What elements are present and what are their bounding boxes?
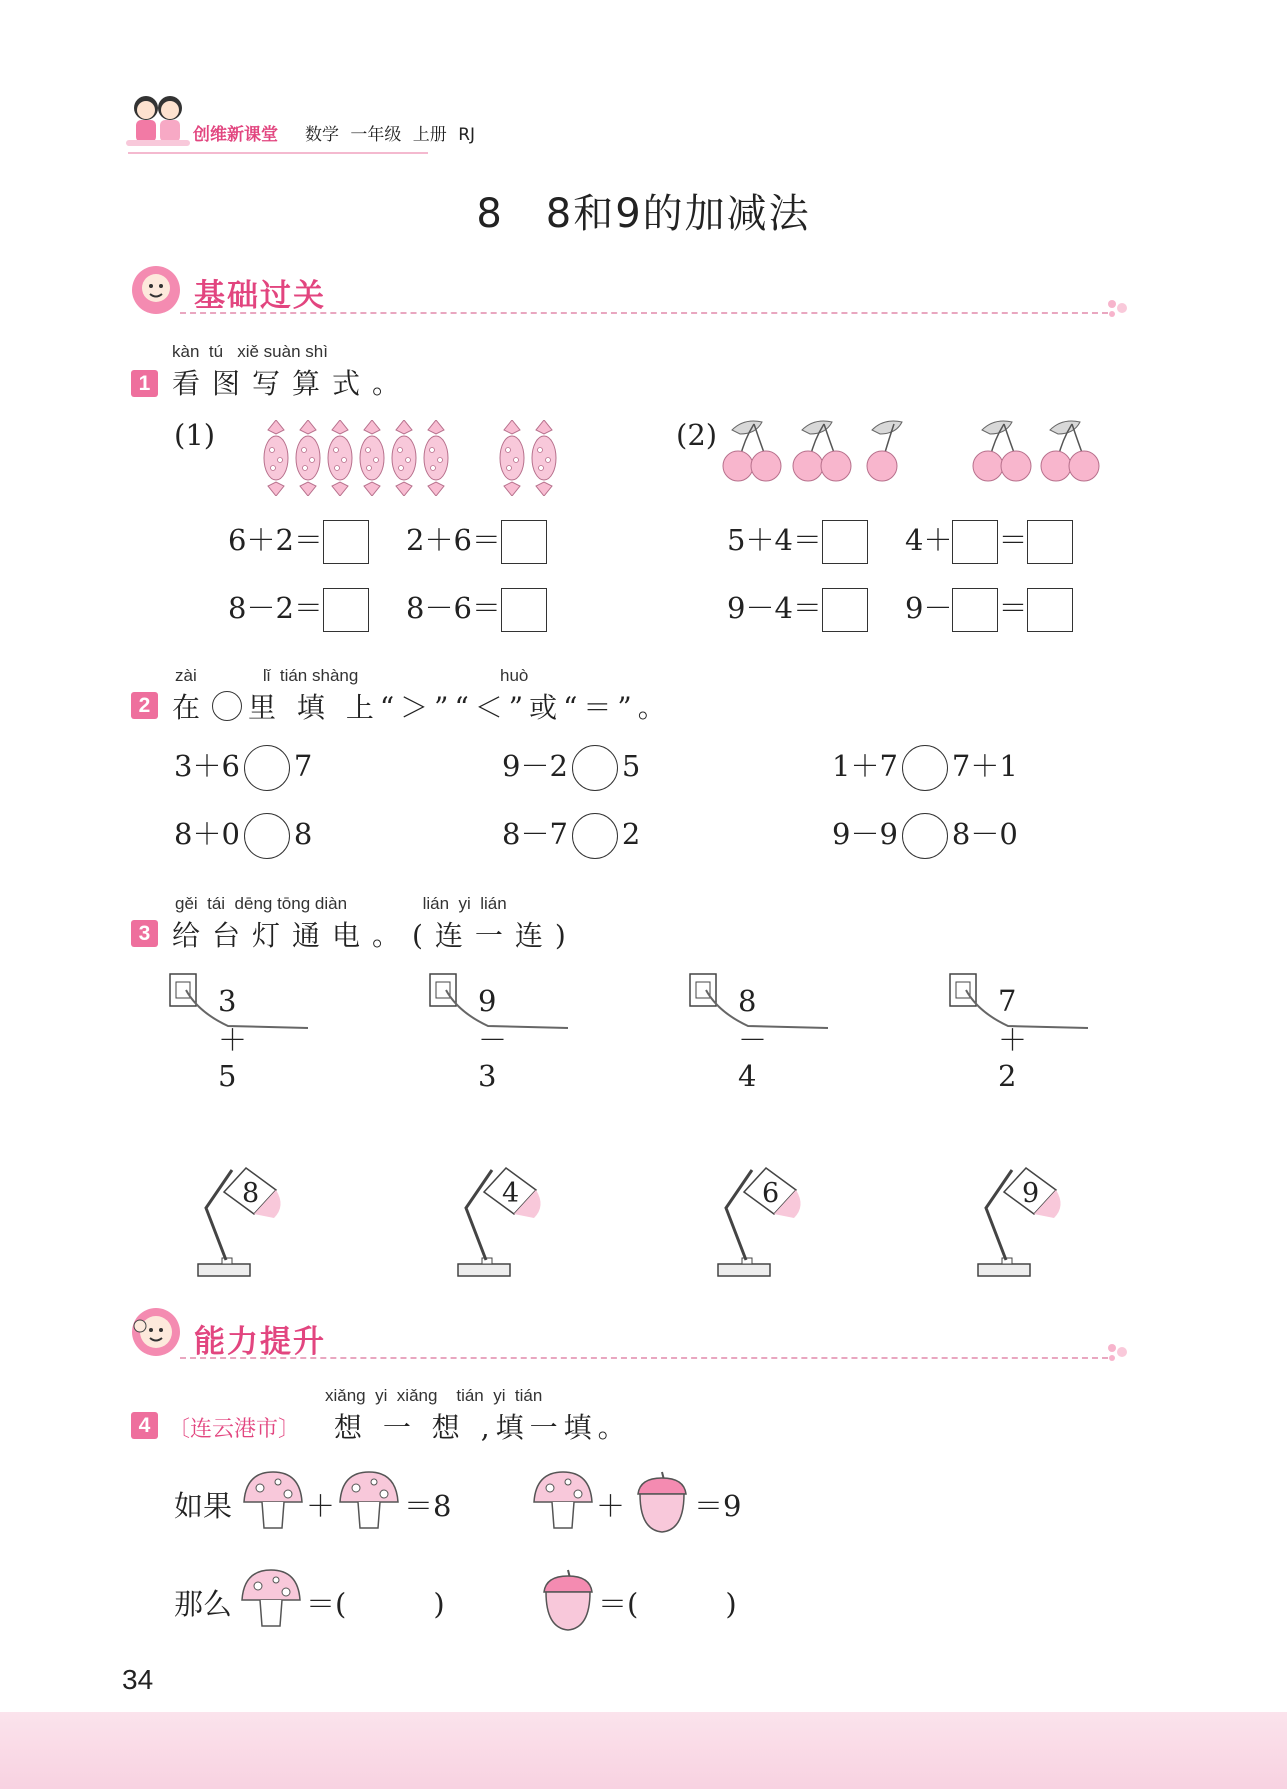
- plug-expression: 9－3: [478, 984, 508, 1093]
- q1-part1-row2-a: [228, 586, 369, 632]
- q4-source: 〔连云港市〕: [168, 1417, 301, 1442]
- mushroom-icon: [240, 1468, 306, 1534]
- lamp-item[interactable]: [716, 1166, 826, 1278]
- q1-question-text: 看图写算式。: [172, 367, 413, 400]
- dots-decoration-icon: [1106, 298, 1132, 318]
- lamp-number: 6: [762, 1178, 780, 1209]
- q1-part1-row1-a: [228, 518, 369, 564]
- q1-part2-row1-a: [727, 518, 868, 564]
- section-monkey-icon: [130, 1306, 184, 1358]
- q2-number-badge: 2: [131, 692, 158, 719]
- q3-pinyin: gěi tái dēng tōng diàn lián yi lián: [175, 894, 507, 913]
- q4-number-badge: 4: [131, 1412, 158, 1439]
- compare-item: [832, 812, 1018, 859]
- q2-text-post: 里 填 上“＞”“＜”或“＝”。: [248, 691, 672, 724]
- compare-left: 9－2: [502, 749, 568, 783]
- dots-decoration-icon: [1106, 1342, 1132, 1362]
- q2-text-pre: 在: [172, 691, 207, 724]
- lamp-item[interactable]: [196, 1166, 306, 1278]
- section-divider: [180, 312, 1108, 314]
- q3-number-badge: 3: [131, 920, 158, 947]
- equation-text: 9－: [905, 591, 953, 625]
- header-divider: [128, 152, 428, 154]
- q1-part1-row2-b: [406, 586, 547, 632]
- compare-right: 8: [293, 817, 313, 851]
- q2-pinyin: zài lǐ tián shàng huò: [175, 666, 529, 685]
- answer-box[interactable]: [323, 588, 369, 632]
- lamp-number: 9: [1022, 1178, 1040, 1209]
- compare-item: [832, 744, 1018, 791]
- compare-circle-input[interactable]: [902, 813, 948, 859]
- compare-right: 2: [621, 817, 641, 851]
- compare-item: [174, 812, 312, 859]
- kids-mascot-icon: [126, 90, 192, 152]
- q1-part2-row1-b: [905, 518, 1073, 564]
- equation-text: 4＋: [905, 523, 953, 557]
- page-number: 34: [122, 1664, 154, 1695]
- footer-band: [0, 1712, 1287, 1789]
- section-title-basic: 基础过关: [194, 278, 326, 314]
- compare-item: [502, 812, 640, 859]
- answer-box[interactable]: [1027, 588, 1073, 632]
- compare-left: 3＋6: [174, 749, 240, 783]
- q4-line2-prefix: 那么: [174, 1587, 233, 1621]
- compare-circle-input[interactable]: [572, 813, 618, 859]
- lamp-number: 4: [502, 1178, 520, 1209]
- q3-question-text: 给台灯通电。(连一连): [172, 919, 578, 952]
- page-title: 8 8和9的加减法: [476, 191, 811, 237]
- plug-expression: 7＋2: [998, 984, 1028, 1093]
- acorn-icon: [632, 1470, 692, 1536]
- compare-right: 7: [293, 749, 313, 783]
- q1-part2-label: (2): [676, 418, 718, 452]
- equals-9: ＝9: [694, 1489, 742, 1523]
- equation-text: 8－2＝: [228, 591, 323, 625]
- plus-sign: ＋: [306, 1489, 336, 1523]
- q1-pinyin: kàn tú xiě suàn shì: [172, 342, 328, 361]
- section-title-advanced: 能力提升: [194, 1324, 326, 1360]
- candy-group-icon: [262, 420, 572, 496]
- q1-part1-label: (1): [174, 418, 216, 452]
- compare-left: 8－7: [502, 817, 568, 851]
- equation-text: ＝: [998, 591, 1028, 625]
- equation-text: 9－4＝: [727, 591, 822, 625]
- answer-box[interactable]: [323, 520, 369, 564]
- mushroom-answer-blank[interactable]: ＝( ): [306, 1587, 445, 1621]
- equation-text: 2＋6＝: [406, 523, 501, 557]
- compare-left: 8＋0: [174, 817, 240, 851]
- answer-box[interactable]: [501, 588, 547, 632]
- mushroom-icon: [238, 1566, 304, 1632]
- q4-pinyin: xiǎng yi xiǎng tián yi tián: [325, 1386, 543, 1405]
- compare-item: [174, 744, 312, 791]
- equals-8: ＝8: [404, 1489, 452, 1523]
- compare-left: 1＋7: [832, 749, 898, 783]
- section-mascot-icon: [130, 264, 184, 316]
- equation-text: 5＋4＝: [727, 523, 822, 557]
- lamp-item[interactable]: [976, 1166, 1086, 1278]
- mushroom-icon: [336, 1468, 402, 1534]
- q1-part2-row2-b: [905, 586, 1073, 632]
- answer-box[interactable]: [952, 588, 998, 632]
- plug-expression: 3＋5: [218, 984, 248, 1093]
- mushroom-icon: [530, 1468, 596, 1534]
- q1-part2-row2-a: [727, 586, 868, 632]
- cherry-group-icon: [722, 418, 1108, 484]
- compare-right: 5: [621, 749, 641, 783]
- equation-text: 8－6＝: [406, 591, 501, 625]
- lamp-number: 8: [242, 1178, 260, 1209]
- compare-right: 7＋1: [951, 749, 1018, 783]
- header-info: 数学 一年级 上册 RJ: [305, 125, 476, 145]
- compare-right: 8－0: [951, 817, 1018, 851]
- compare-circle-input[interactable]: [244, 745, 290, 791]
- answer-box[interactable]: [501, 520, 547, 564]
- plus-sign: ＋: [596, 1489, 626, 1523]
- answer-box[interactable]: [822, 520, 868, 564]
- compare-item: [502, 744, 640, 791]
- compare-circle-input[interactable]: [902, 745, 948, 791]
- answer-box[interactable]: [952, 520, 998, 564]
- q4-line1-prefix: 如果: [174, 1489, 233, 1523]
- section-divider: [180, 1357, 1108, 1359]
- compare-left: 9－9: [832, 817, 898, 851]
- header-brand: 创维新课堂: [193, 125, 278, 145]
- equation-text: ＝: [998, 523, 1028, 557]
- answer-box[interactable]: [822, 588, 868, 632]
- q1-part1-row1-b: [406, 518, 547, 564]
- answer-box[interactable]: [1027, 520, 1073, 564]
- equation-text: 6＋2＝: [228, 523, 323, 557]
- compare-circle-input[interactable]: [244, 813, 290, 859]
- acorn-answer-blank[interactable]: ＝( ): [598, 1587, 737, 1621]
- plug-expression: 8－4: [738, 984, 768, 1093]
- lamp-item[interactable]: [456, 1166, 566, 1278]
- q4-question-text: 想 一 想 ,填一填。: [334, 1411, 632, 1444]
- compare-circle-input[interactable]: [572, 745, 618, 791]
- acorn-icon: [538, 1568, 598, 1634]
- circle-symbol-icon: [212, 691, 242, 721]
- q2-question-text: [172, 686, 672, 726]
- q1-number-badge: 1: [131, 370, 158, 397]
